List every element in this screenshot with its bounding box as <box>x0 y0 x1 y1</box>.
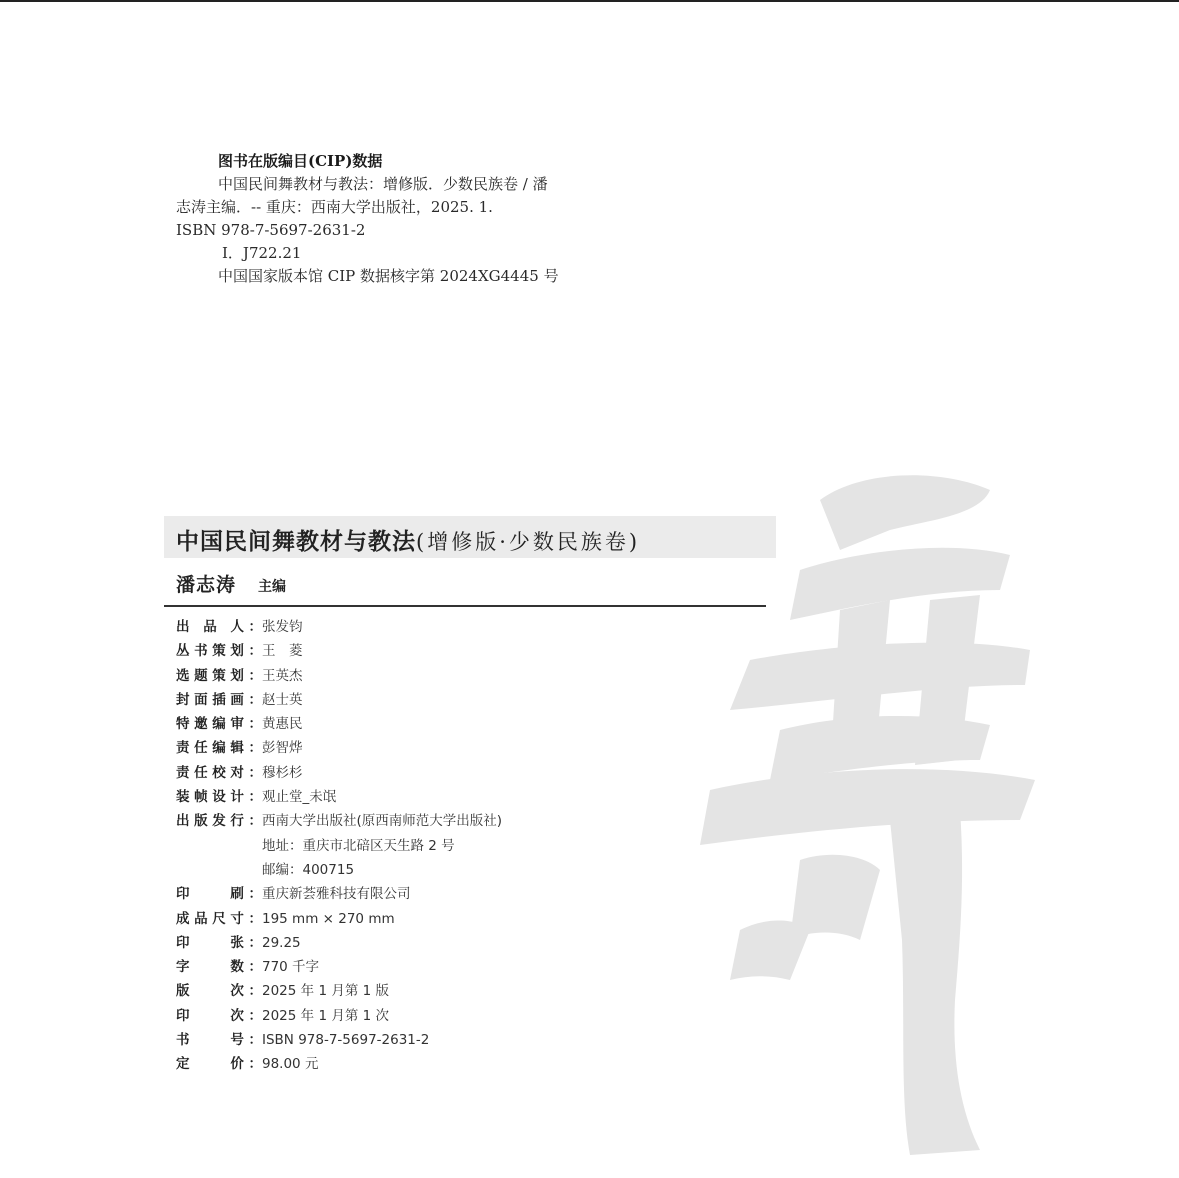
credit-label: 装帧设计： <box>176 789 262 806</box>
title-band <box>164 516 776 558</box>
top-rule <box>0 0 1179 2</box>
credit-row <box>176 615 696 639</box>
credit-label: 印 次： <box>176 1007 262 1024</box>
credit-value: 彭智烨 <box>262 740 303 757</box>
credit-label: 特邀编审： <box>176 716 262 733</box>
credit-value: 邮编：400715 <box>262 861 355 878</box>
credit-row <box>176 955 696 979</box>
credit-label: 成品尺寸： <box>176 910 262 927</box>
cip-block <box>176 150 696 288</box>
credit-label: 选题策划： <box>176 667 262 684</box>
credit-value: 29.25 <box>262 934 301 951</box>
credit-row <box>176 761 696 785</box>
credit-value: ISBN 978-7-5697-2631-2 <box>262 1032 430 1049</box>
credit-value: 黄惠民 <box>262 716 303 733</box>
cip-heading: 图书在版编目(CIP)数据 <box>218 152 383 170</box>
credit-label: 版 次： <box>176 983 262 1000</box>
credit-label: 印 刷： <box>176 886 262 903</box>
credit-label: 印 张： <box>176 934 262 951</box>
credit-value: 王 菱 <box>262 643 303 660</box>
credit-row <box>176 1052 696 1076</box>
credit-row <box>176 907 696 931</box>
credit-label: 丛书策划： <box>176 643 262 660</box>
credit-row <box>176 979 696 1003</box>
credit-value: 观止堂_未氓 <box>262 789 337 806</box>
book-title <box>176 523 640 556</box>
credit-row <box>176 834 696 858</box>
credit-value: 195 mm × 270 mm <box>262 910 395 927</box>
book-title-sub: (增修版·少数民族卷) <box>416 530 641 554</box>
credit-value: 张发钧 <box>262 619 303 635</box>
credit-row <box>176 1028 696 1052</box>
credit-row <box>176 1004 696 1028</box>
credit-row <box>176 664 696 688</box>
cip-line: 中国民间舞教材与教法：增修版．少数民族卷 / 潘 <box>218 175 548 193</box>
credit-row <box>176 858 696 882</box>
credit-value: 赵士英 <box>262 691 303 708</box>
credit-value: 2025 年 1 月第 1 版 <box>262 983 389 1000</box>
credit-label: 字 数： <box>176 959 262 976</box>
credit-label: 定 价： <box>176 1056 262 1073</box>
credit-row <box>176 736 696 760</box>
credit-value: 西南大学出版社(原西南师范大学出版社) <box>262 813 503 830</box>
credit-row <box>176 639 696 663</box>
credit-value: 98.00 元 <box>262 1056 319 1073</box>
calligraphy-watermark <box>690 460 1050 1160</box>
cip-line: 志涛主编．-- 重庆：西南大学出版社，2025. 1. <box>176 198 493 216</box>
credit-row <box>176 931 696 955</box>
credit-label: 书 号： <box>176 1032 262 1049</box>
credit-value: 王英杰 <box>262 667 303 684</box>
credit-row <box>176 712 696 736</box>
credit-label: 责任编辑： <box>176 740 262 757</box>
credit-row <box>176 809 696 833</box>
editor-role: 主编 <box>258 579 287 595</box>
credit-label: 出版发行： <box>176 813 262 830</box>
credit-value: 重庆新荟雅科技有限公司 <box>262 886 411 903</box>
credit-row <box>176 882 696 906</box>
credit-value: 770 千字 <box>262 959 320 976</box>
credit-value: 2025 年 1 月第 1 次 <box>262 1007 389 1024</box>
divider <box>164 605 766 607</box>
credit-label: 封面插画： <box>176 691 262 708</box>
credit-value: 穆杉杉 <box>262 764 303 781</box>
editor-name: 潘志涛 <box>176 574 237 596</box>
credits-list <box>176 615 696 1077</box>
cip-line: Ⅰ．J722.21 <box>222 244 302 262</box>
credit-label: 责任校对： <box>176 764 262 781</box>
cip-line: ISBN 978-7-5697-2631-2 <box>176 221 366 239</box>
credit-row <box>176 688 696 712</box>
credit-value: 地址：重庆市北碚区天生路 2 号 <box>262 837 455 854</box>
credit-row <box>176 785 696 809</box>
editor-line <box>176 570 286 597</box>
cip-line: 中国国家版本馆 CIP 数据核字第 2024XG4445 号 <box>218 267 559 285</box>
book-title-main: 中国民间舞教材与教法 <box>176 528 416 555</box>
credit-label: 出 品 人： <box>176 619 262 635</box>
